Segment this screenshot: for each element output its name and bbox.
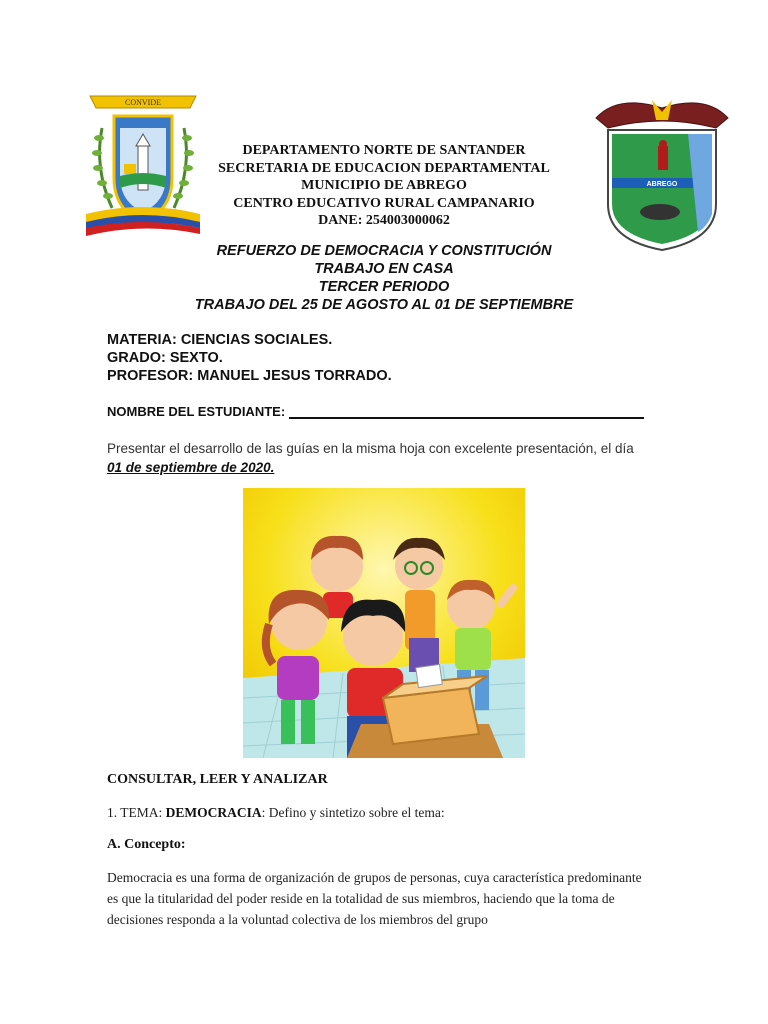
concept-paragraph [107, 867, 669, 930]
institution-line: MUNICIPIO DE ABREGO [301, 178, 467, 193]
document-dates: TRABAJO DEL 25 DE AGOSTO AL 01 DE SEPTIEMBRE [194, 297, 574, 313]
due-date: 01 de septiembre de 2020. [107, 460, 275, 475]
document-title-block [150, 242, 618, 314]
paragraph-line: decisiones responda a la voluntad colectiva de los miembros del grupo [107, 912, 488, 927]
institution-header [150, 142, 618, 230]
student-name-row [107, 404, 644, 419]
paragraph-line: es que la titularidad del poder reside en la totalidad de sus miembros, haciendo que la toma de [107, 891, 615, 906]
right-logo-banner-text: ABREGO [646, 181, 678, 188]
topic-prefix: 1. TEMA: [107, 805, 166, 820]
document-subtitle: TRABAJO EN CASA [314, 261, 454, 277]
materia-line: MATERIA: CIENCIAS SOCIALES. [107, 332, 333, 348]
instructions [107, 439, 667, 477]
topic-line [107, 805, 445, 821]
topic-name: DEMOCRACIA [165, 805, 262, 820]
student-name-label: NOMBRE DEL ESTUDIANTE: [107, 404, 286, 419]
instructions-text: Presentar el desarrollo de las guías en la misma hoja con excelente presentación, el día [107, 441, 634, 456]
profesor-line: PROFESOR: MANUEL JESUS TORRADO. [107, 368, 392, 384]
left-logo-banner-text: CONVIDE [125, 98, 161, 107]
concept-heading: A. Concepto: [107, 837, 186, 852]
paragraph-line: Democracia es una forma de organización de grupos de personas, cuya característica predominante [107, 870, 642, 885]
children-voting-illustration [243, 488, 525, 758]
institution-line: SECRETARIA DE EDUCACION DEPARTAMENTAL [218, 160, 550, 176]
institution-line: DEPARTAMENTO NORTE DE SANTANDER [242, 143, 526, 158]
grado-line: GRADO: SEXTO. [107, 350, 223, 366]
section-heading: CONSULTAR, LEER Y ANALIZAR [107, 772, 328, 787]
institution-line: DANE: 254003000062 [318, 213, 450, 228]
document-period: TERCER PERIODO [318, 279, 450, 295]
topic-suffix: : Defino y sintetizo sobre el tema: [261, 805, 445, 820]
student-name-blank[interactable] [289, 405, 644, 419]
institution-line: CENTRO EDUCATIVO RURAL CAMPANARIO [233, 195, 535, 211]
document-title: REFUERZO DE DEMOCRACIA Y CONSTITUCIÓN [216, 243, 552, 259]
course-info [107, 331, 392, 385]
